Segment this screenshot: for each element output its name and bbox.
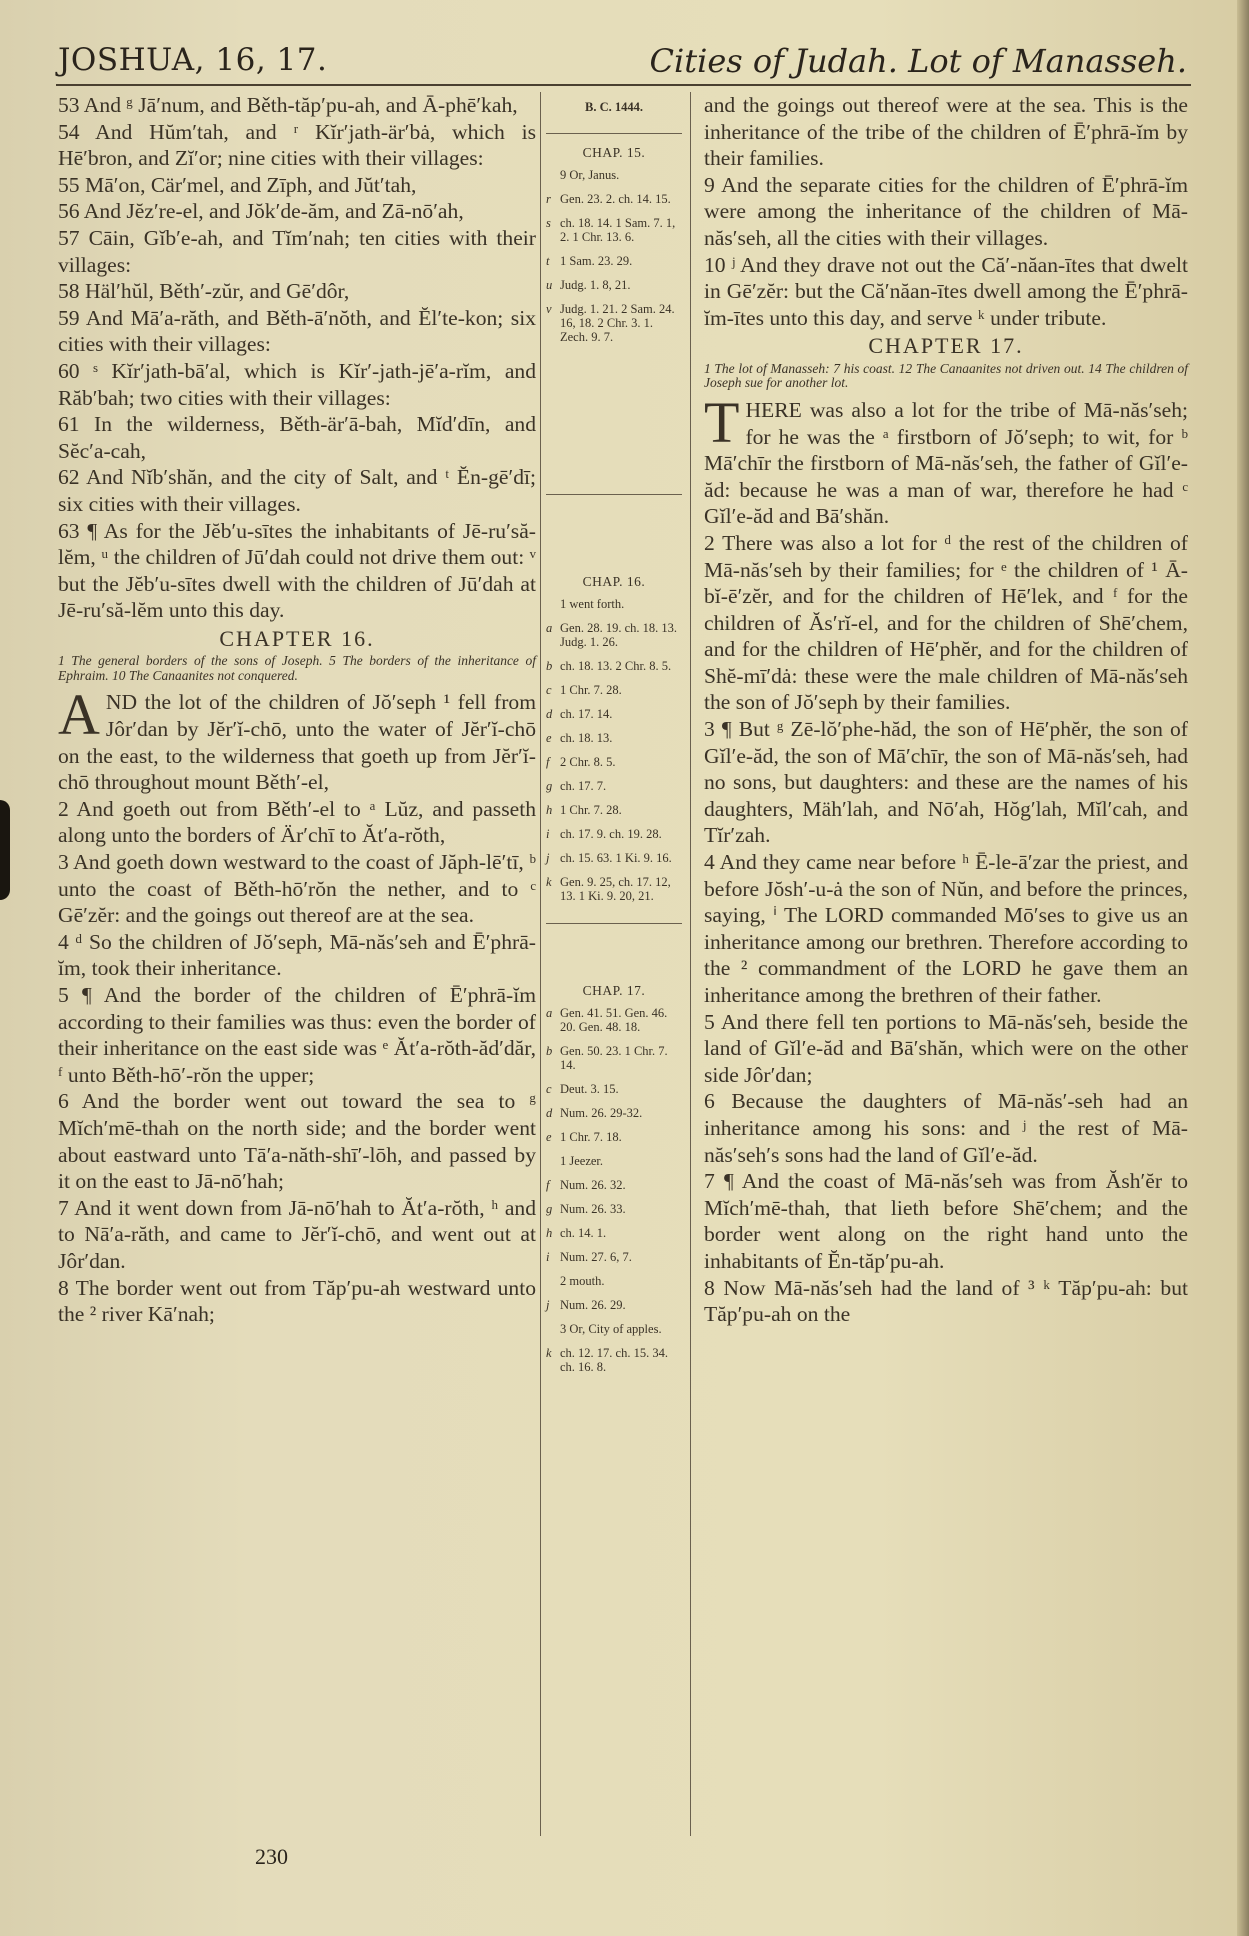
cross-reference: [546, 659, 682, 673]
ref-text: 9 Or, Janus.: [560, 168, 620, 182]
ref-chapter-heading: CHAP. 17.: [582, 983, 646, 998]
divider: [546, 494, 682, 495]
verse: 57 Cāin, Gĭb′e-ah, and Tĭm′nah; ten cities with their villages:: [58, 225, 536, 277]
ref-chapter-heading: CHAP. 15.: [582, 145, 646, 160]
cross-reference: [546, 1006, 682, 1034]
verse: 62 And Nĭb′shăn, and the city of Salt, and ᵗ Ĕn-gē′dī; six cities with their villages.: [58, 465, 536, 516]
verse: 5 And there fell ten portions to Mā-năs′seh, beside the land of Gĭl′e-ăd and Bā′shăn, which were on the other side Jôr′dan;: [704, 1009, 1188, 1087]
ref-marker: k: [546, 875, 552, 889]
verse: 4 And they came near before ʰ Ē-le-ā′zar the priest, and before Jŏsh′-u-ȧ the son of Nŭn, and before the princes, saying, ⁱ The LORD commanded Mō′ses to give us an inheritance among our brethren. Therefore according to the ² commandment of the LORD he gave them an inheritance among the brethren of their father.: [704, 850, 1188, 1007]
left-text-column: [58, 92, 536, 1328]
verse: 60 ˢ Kĭr′jath-bā′al, which is Kĭr′-jath-jē′a-rĭm, and Răb′bah; two cities with their villages:: [58, 358, 536, 410]
ref-marker: g: [546, 1202, 553, 1216]
ref-text: ch. 17. 9. ch. 19. 28.: [560, 827, 662, 841]
ref-marker: [546, 1322, 560, 1336]
ref-text: Num. 27. 6, 7.: [560, 1250, 632, 1264]
cross-reference: [546, 1322, 682, 1336]
ref-marker: j: [546, 1298, 550, 1312]
verse-text: HERE was also a lot for the tribe of Mā-năs′seh; for he was the ᵃ firstborn of Jŏ′seph; to wit, for ᵇ Mā′chīr the firstborn of Mā-năs′seh, the father of Gĭl′e-ăd: because he was a man of war, therefore he had ᶜ Gĭl′e-ăd and Bā′shăn.: [704, 397, 1188, 529]
verse: 3 ¶ But ᵍ Zē-lŏ′phe-hăd, the son of Hē′phĕr, the son of Gĭl′e-ăd, the son of Mā′chīr, the son of Mā-năs′seh, had no sons, but daughters: and these are the names of his daughters, Mäh′lah, and Nō′ah, Hŏg′lah, Mĭl′cah, and Tĭr′zah.: [704, 717, 1188, 848]
cross-reference: [546, 302, 682, 344]
cross-reference: [546, 803, 682, 817]
verse: 59 And Mā′a-răth, and Běth-ā′nŏth, and Ĕl′te-kon; six cities with their villages:: [58, 305, 536, 357]
verse: 54 And Hŭm′tah, and ʳ Kĭr′jath-är′bȧ, which is Hē′bron, and Zĭ′or; nine cities with their villages:: [58, 119, 536, 171]
ref-text: 2 Chr. 8. 5.: [560, 755, 616, 769]
cross-reference: [546, 1226, 682, 1240]
page-number: 230: [255, 1844, 288, 1869]
verse: 7 ¶ And the coast of Mā-năs′seh was from Ăsh′ĕr to Mĭch′mē-thah, that lieth before Shē′chem; and the border went along on the right hand unto the inhabitants of Ĕn-tăp′pu-ah.: [704, 1169, 1188, 1273]
verse: 2 There was also a lot for ᵈ the rest of the children of Mā-năs′seh by their families; for ᵉ the children of ¹ Ā-bĭ-ē′zĕr, and for the children of Hē′lek, and ᶠ for the children of Ăs′rĭ-el, and for the children of Shē′chem, and for the children of Hē′phĕr, and for the children of Shĕ-mī′dȧ: these were the male children of Mā-năs′seh the son of Jŏ′seph by their families.: [704, 530, 1188, 715]
cross-reference: [546, 851, 682, 865]
verse: 3 And goeth down westward to the coast of Jăph-lē′tī, ᵇ unto the coast of Běth-hō′rŏn the nether, and to ᶜ Gē′zĕr: and the goings out thereof are at the sea.: [58, 850, 536, 928]
ref-marker: s: [546, 216, 551, 230]
verse: 2 And goeth out from Běth′-el to ᵃ Lŭz, and passeth along unto the borders of Är′chī to Ăt′a-rŏth,: [58, 796, 536, 848]
ref-marker: b: [546, 659, 553, 673]
cross-reference: [546, 216, 682, 244]
page-topic: Cities of Judah. Lot of Manasseh.: [649, 42, 1187, 80]
book-chapter-title: JOSHUA, 16, 17.: [58, 42, 328, 78]
ref-marker: [546, 597, 560, 611]
verse: 8 Now Mā-năs′seh had the land of ³ ᵏ Tăp′pu-ah: but Tăp′pu-ah on the: [704, 1275, 1188, 1327]
ref-text: ch. 15. 63. 1 Ki. 9. 16.: [560, 851, 672, 865]
verse: 9 And the separate cities for the children of Ē′phrā-ĭm were among the inheritance of the children of Mā-năs′seh, all the cities with their villages.: [704, 172, 1188, 250]
cross-reference: [546, 1130, 682, 1144]
verse: 5 ¶ And the border of the children of Ē′phrā-ĭm according to their families was thus: even the border of their inheritance on the east side was ᵉ Ăt′a-rŏth-ăd′dăr, ᶠ unto Běth-hō′-rŏn the upper;: [58, 983, 536, 1087]
ref-marker: [546, 1154, 560, 1168]
verse-text: ND the lot of the children of Jŏ′seph ¹ fell from Jôr′dan by Jĕr′ĭ-chō, unto the water of Jĕr′ĭ-chō on the east, to the wilderness that goeth up from Jĕr′ĭ-chō throughout mount Běth′-el,: [58, 690, 536, 795]
ref-marker: i: [546, 1250, 550, 1264]
ref-marker: [546, 168, 560, 182]
ref-text: Num. 26. 33.: [560, 1202, 626, 1216]
ref-text: Deut. 3. 15.: [560, 1082, 619, 1096]
ref-text: Judg. 1. 21. 2 Sam. 24. 16, 18. 2 Chr. 3. 1. Zech. 9. 7.: [560, 302, 675, 344]
cross-reference: [546, 621, 682, 649]
ref-marker: r: [546, 192, 551, 206]
verse: 4 ᵈ So the children of Jŏ′seph, Mā-năs′seh and Ē′phrā-ĭm, took their inheritance.: [58, 929, 536, 981]
ref-text: 3 Or, City of apples.: [560, 1322, 662, 1336]
cross-reference: [546, 875, 682, 903]
ref-marker: i: [546, 827, 550, 841]
date-label: B. C. 1444.: [546, 100, 682, 134]
verse: [58, 682, 536, 795]
cross-reference: [546, 1346, 682, 1374]
ref-text: 2 mouth.: [560, 1274, 605, 1288]
verse: 8 The border went out from Tăp′pu-ah westward unto the ² river Kā′nah;: [58, 1275, 536, 1327]
cross-reference: [546, 683, 682, 697]
cross-reference: [546, 731, 682, 745]
verse: 7 And it went down from Jā-nō′hah to Ăt′a-rŏth, ʰ and to Nā′a-răth, and came to Jĕr′ĭ-chō, and went out at Jôr′dan.: [58, 1195, 536, 1273]
cross-reference: [546, 1082, 682, 1096]
ref-marker: b: [546, 1044, 553, 1058]
ref-marker: j: [546, 851, 550, 865]
ref-text: Gen. 23. 2. ch. 14. 15.: [560, 192, 671, 206]
ref-text: ch. 17. 14.: [560, 707, 613, 721]
chapter-summary: 1 The general borders of the sons of Joseph. 5 The borders of the inheritance of Ephraim. 10 The Canaanites not conquered.: [58, 653, 536, 683]
ref-marker: v: [546, 302, 552, 316]
ref-marker: h: [546, 1226, 553, 1240]
ref-marker: a: [546, 621, 553, 635]
ref-marker: [546, 1274, 560, 1288]
ref-text: 1 Chr. 7. 18.: [560, 1130, 622, 1144]
ref-marker: f: [546, 755, 550, 769]
ref-text: ch. 12. 17. ch. 15. 34. ch. 16. 8.: [560, 1346, 668, 1374]
ref-text: ch. 18. 13.: [560, 731, 613, 745]
ref-text: Gen. 50. 23. 1 Chr. 7. 14.: [560, 1044, 668, 1072]
cross-reference: [546, 278, 682, 292]
verse: 61 In the wilderness, Běth-är′ā-bah, Mĭd′dīn, and Sĕc′a-cah,: [58, 412, 536, 463]
ref-marker: a: [546, 1006, 553, 1020]
ref-marker: d: [546, 1106, 553, 1120]
ref-marker: h: [546, 803, 553, 817]
cross-reference: [546, 192, 682, 206]
cross-reference: [546, 1106, 682, 1120]
verse: 6 Because the daughters of Mā-năs′-seh had an inheritance among his sons: and ʲ the rest of Mā-năs′seh′s sons had the land of Gĭl′e-ăd.: [704, 1089, 1188, 1167]
ref-text: ch. 14. 1.: [560, 1226, 607, 1240]
verse: [704, 389, 1188, 530]
ref-marker: e: [546, 731, 552, 745]
column-rule: [540, 92, 541, 1836]
chapter-heading: CHAPTER 16.: [219, 625, 375, 651]
chapter-summary: 1 The lot of Manasseh: 7 his coast. 12 The Canaanites not driven out. 14 The children of Joseph sue for another lot.: [704, 360, 1188, 391]
verse: 63 ¶ As for the Jĕb′u-sītes the inhabitants of Jē-ru′să-lĕm, ᵘ the children of Jū′dah could not drive them out: ᵛ but the Jĕb′u-sītes dwell with the children of Jū′dah at Jē-ru′să-lĕm unto this day.: [58, 518, 536, 623]
ref-text: Num. 26. 32.: [560, 1178, 626, 1192]
ref-text: 1 Jeezer.: [560, 1154, 604, 1168]
ref-marker: d: [546, 707, 553, 721]
verse: 10 ʲ And they drave not out the Că′-năan-ītes that dwelt in Gē′zĕr: but the Că′năan-ītes dwell among the Ē′phrā-ĭm-ītes unto this day, and serve ᵏ under tribute.: [704, 252, 1188, 330]
cross-reference: [546, 827, 682, 841]
ref-marker: c: [546, 683, 552, 697]
cross-reference: [546, 1154, 682, 1168]
verse: 56 And Jĕz′re-el, and Jŏk′de-ăm, and Zā-nō′ah,: [58, 199, 464, 224]
ref-marker: e: [546, 1130, 552, 1144]
drop-cap: A: [58, 682, 100, 748]
ref-text: Gen. 9. 25, ch. 17. 12, 13. 1 Ki. 9. 20, 21.: [560, 875, 671, 903]
cross-reference: [546, 779, 682, 793]
cross-reference: [546, 254, 682, 268]
cross-reference: [546, 755, 682, 769]
cross-reference: [546, 1274, 682, 1288]
column-rule: [690, 92, 691, 1836]
cross-reference-column: [546, 92, 682, 1384]
cross-reference: [546, 1178, 682, 1192]
ref-marker: k: [546, 1346, 552, 1360]
running-header: [56, 40, 1191, 86]
verse: 55 Mā′on, Cär′mel, and Zīph, and Jŭt′tah,: [58, 172, 417, 197]
cross-reference: [546, 168, 682, 182]
cross-reference: [546, 597, 682, 611]
cross-reference: [546, 1202, 682, 1216]
ref-text: Gen. 28. 19. ch. 18. 13. Judg. 1. 26.: [560, 621, 677, 649]
cross-reference: [546, 1250, 682, 1264]
ref-text: ch. 18. 14. 1 Sam. 7. 1, 2. 1 Chr. 13. 6.: [560, 216, 676, 244]
divider: [546, 923, 682, 924]
thumb-index-tab: [0, 800, 10, 900]
ref-text: 1 went forth.: [560, 597, 625, 611]
ref-text: Gen. 41. 51. Gen. 46. 20. Gen. 48. 18.: [560, 1006, 668, 1034]
verse: 58 Häl′hŭl, Běth′-zŭr, and Gē′dôr,: [58, 279, 350, 304]
ref-marker: g: [546, 779, 553, 793]
ref-text: Num. 26. 29.: [560, 1298, 626, 1312]
drop-cap: T: [704, 389, 740, 455]
ref-marker: u: [546, 278, 553, 292]
page-edge: [1237, 0, 1249, 1936]
cross-reference: [546, 1298, 682, 1312]
ref-marker: c: [546, 1082, 552, 1096]
verse: and the goings out thereof were at the sea. This is the inheritance of the tribe of the children of Ē′phrā-ĭm by their families.: [704, 93, 1188, 171]
verse: 6 And the border went out toward the sea to ᵍ Mĭch′mē-thah on the north side; and the border went about eastward unto Tā′a-năth-shī′-lōh, and passed by it on the east to Jā-nō′hah;: [58, 1089, 536, 1194]
ref-chapter-heading: CHAP. 16.: [582, 574, 646, 589]
verse: 53 And ᵍ Jā′num, and Běth-tăp′pu-ah, and Ā-phē′kah,: [58, 93, 518, 117]
ref-text: 1 Sam. 23. 29.: [560, 254, 633, 268]
ref-text: Num. 26. 29-32.: [560, 1106, 643, 1120]
ref-text: ch. 17. 7.: [560, 779, 607, 793]
ref-marker: t: [546, 254, 550, 268]
chapter-heading: CHAPTER 17.: [868, 333, 1024, 359]
cross-reference: [546, 707, 682, 721]
ref-marker: f: [546, 1178, 550, 1192]
ref-text: 1 Chr. 7. 28.: [560, 683, 622, 697]
cross-reference: [546, 1044, 682, 1072]
right-text-column: [704, 92, 1188, 1328]
ref-text: 1 Chr. 7. 28.: [560, 803, 622, 817]
ref-text: ch. 18. 13. 2 Chr. 8. 5.: [560, 659, 672, 673]
ref-text: Judg. 1. 8, 21.: [560, 278, 631, 292]
